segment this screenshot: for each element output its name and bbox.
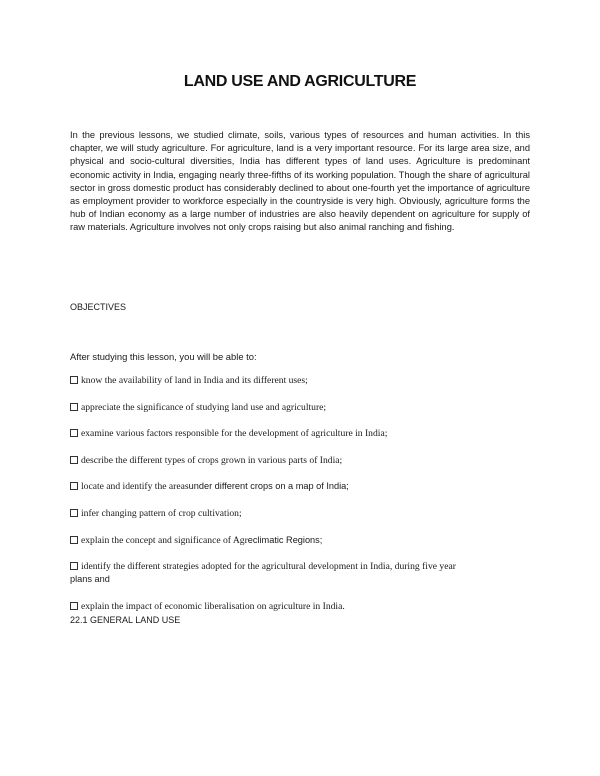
objective-text-continued: under different crops on a map of India;	[188, 481, 349, 492]
objective-text: locate and identify the areas	[81, 481, 189, 493]
objective-text: explain the concept and significance of Agr	[81, 534, 248, 546]
checkbox-icon	[70, 509, 78, 517]
checkbox-icon	[70, 376, 78, 384]
objective-item	[70, 560, 532, 586]
checkbox-icon	[70, 456, 78, 464]
objectives-heading: OBJECTIVES	[70, 302, 127, 312]
objective-text-continued: plans and	[70, 574, 110, 585]
objective-text: describe the different types of crops grown in various parts of India;	[81, 454, 343, 466]
objective-item	[70, 534, 532, 547]
objective-item	[70, 374, 532, 387]
checkbox-icon	[70, 429, 78, 437]
section-heading: 22.1 GENERAL LAND USE	[70, 615, 181, 625]
objective-item	[70, 454, 532, 467]
objective-item	[70, 507, 532, 520]
objective-text-continued: eclimatic Regions;	[247, 534, 323, 545]
checkbox-icon	[70, 562, 78, 570]
page-title: LAND USE AND AGRICULTURE	[183, 73, 417, 90]
objective-text: explain the impact of economic liberalisation on agriculture in India.	[81, 600, 345, 612]
checkbox-icon	[70, 602, 78, 610]
objectives-lead-in: After studying this lesson, you will be able to:	[70, 351, 257, 362]
objective-text: infer changing pattern of crop cultivation;	[81, 507, 242, 519]
intro-paragraph: In the previous lessons, we studied climate, soils, various types of resources and human activities. In this chapter, we will study agriculture. For agriculture, land is a very important resource. For its large area size, and physical and socio-cultural diversities, India has different types of land uses. Agriculture is predominant economic activity in India, engaging nearly three-fifths of its working population. Though the share of agricultural sector in gross domestic product has considerably declined to about one-fourth yet the importance of agriculture as employment provider to workforce especially in the countryside is very high. Obviously, agriculture forms the hub of Indian economy as a large number of industries are also heavily dependent on agriculture for supply of raw materials. Agriculture involves not only crops raising but also animal ranching and fishing.	[70, 130, 530, 233]
objective-text: know the availability of land in India and its different uses;	[81, 375, 308, 386]
checkbox-icon	[70, 482, 78, 490]
checkbox-icon	[70, 403, 78, 411]
objective-text: appreciate the significance of studying land use and agriculture;	[81, 401, 327, 413]
checkbox-icon	[70, 536, 78, 544]
objectives-list	[70, 374, 532, 626]
objective-item	[70, 480, 532, 493]
objective-text: identify the different strategies adopted for the agricultural development in India, during five year	[81, 561, 456, 573]
objective-item	[70, 427, 532, 440]
objective-item	[70, 401, 532, 414]
objective-text: examine various factors responsible for the development of agriculture in India;	[81, 428, 388, 440]
objective-item	[70, 600, 532, 613]
